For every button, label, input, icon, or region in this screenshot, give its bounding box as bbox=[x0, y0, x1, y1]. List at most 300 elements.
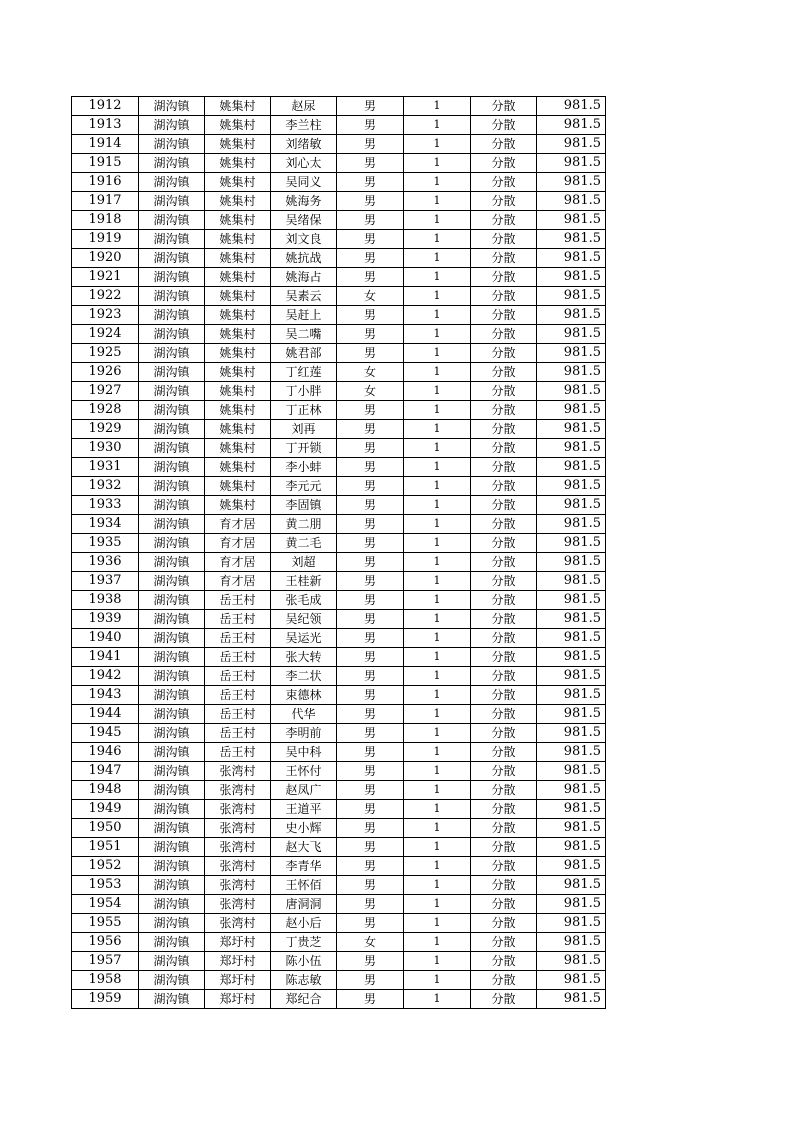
amount-cell: 981.5 bbox=[537, 952, 606, 971]
village-cell: 育才居 bbox=[205, 534, 271, 553]
count-cell: 1 bbox=[404, 534, 471, 553]
support-type-cell: 分散 bbox=[471, 344, 537, 363]
support-type-cell: 分散 bbox=[471, 610, 537, 629]
count-cell: 1 bbox=[404, 762, 471, 781]
name-cell: 王怀付 bbox=[271, 762, 337, 781]
village-cell: 姚集村 bbox=[205, 477, 271, 496]
name-cell: 姚海务 bbox=[271, 192, 337, 211]
row-number-cell: 1925 bbox=[72, 344, 139, 363]
support-type-cell: 分散 bbox=[471, 553, 537, 572]
amount-cell: 981.5 bbox=[537, 724, 606, 743]
table-row bbox=[72, 572, 606, 591]
town-cell: 湖沟镇 bbox=[139, 990, 205, 1009]
gender-cell: 女 bbox=[337, 363, 404, 382]
table-row bbox=[72, 914, 606, 933]
count-cell: 1 bbox=[404, 591, 471, 610]
gender-cell: 男 bbox=[337, 971, 404, 990]
town-cell: 湖沟镇 bbox=[139, 553, 205, 572]
town-cell: 湖沟镇 bbox=[139, 439, 205, 458]
amount-cell: 981.5 bbox=[537, 553, 606, 572]
table-row bbox=[72, 990, 606, 1009]
count-cell: 1 bbox=[404, 553, 471, 572]
count-cell: 1 bbox=[404, 800, 471, 819]
gender-cell: 男 bbox=[337, 116, 404, 135]
name-cell: 姚抗战 bbox=[271, 249, 337, 268]
amount-cell: 981.5 bbox=[537, 401, 606, 420]
amount-cell: 981.5 bbox=[537, 439, 606, 458]
gender-cell: 男 bbox=[337, 876, 404, 895]
town-cell: 湖沟镇 bbox=[139, 572, 205, 591]
name-cell: 吴同义 bbox=[271, 173, 337, 192]
amount-cell: 981.5 bbox=[537, 496, 606, 515]
name-cell: 黄二毛 bbox=[271, 534, 337, 553]
count-cell: 1 bbox=[404, 230, 471, 249]
town-cell: 湖沟镇 bbox=[139, 781, 205, 800]
support-type-cell: 分散 bbox=[471, 667, 537, 686]
support-type-cell: 分散 bbox=[471, 952, 537, 971]
gender-cell: 男 bbox=[337, 648, 404, 667]
support-type-cell: 分散 bbox=[471, 173, 537, 192]
village-cell: 张湾村 bbox=[205, 800, 271, 819]
support-type-cell: 分散 bbox=[471, 515, 537, 534]
row-number-cell: 1956 bbox=[72, 933, 139, 952]
support-type-cell: 分散 bbox=[471, 154, 537, 173]
name-cell: 赵尿 bbox=[271, 97, 337, 116]
table-row bbox=[72, 876, 606, 895]
gender-cell: 男 bbox=[337, 572, 404, 591]
village-cell: 岳王村 bbox=[205, 629, 271, 648]
table-body bbox=[72, 97, 606, 1009]
name-cell: 王怀佰 bbox=[271, 876, 337, 895]
row-number-cell: 1936 bbox=[72, 553, 139, 572]
table-row bbox=[72, 97, 606, 116]
support-type-cell: 分散 bbox=[471, 914, 537, 933]
amount-cell: 981.5 bbox=[537, 610, 606, 629]
name-cell: 丁红莲 bbox=[271, 363, 337, 382]
town-cell: 湖沟镇 bbox=[139, 192, 205, 211]
amount-cell: 981.5 bbox=[537, 838, 606, 857]
amount-cell: 981.5 bbox=[537, 230, 606, 249]
gender-cell: 女 bbox=[337, 287, 404, 306]
count-cell: 1 bbox=[404, 116, 471, 135]
table-row bbox=[72, 819, 606, 838]
support-type-cell: 分散 bbox=[471, 287, 537, 306]
town-cell: 湖沟镇 bbox=[139, 705, 205, 724]
data-table bbox=[71, 96, 606, 1009]
town-cell: 湖沟镇 bbox=[139, 762, 205, 781]
gender-cell: 男 bbox=[337, 591, 404, 610]
name-cell: 李固镇 bbox=[271, 496, 337, 515]
name-cell: 刘超 bbox=[271, 553, 337, 572]
village-cell: 郑圩村 bbox=[205, 933, 271, 952]
table-row bbox=[72, 116, 606, 135]
amount-cell: 981.5 bbox=[537, 895, 606, 914]
support-type-cell: 分散 bbox=[471, 819, 537, 838]
village-cell: 张湾村 bbox=[205, 762, 271, 781]
row-number-cell: 1947 bbox=[72, 762, 139, 781]
gender-cell: 男 bbox=[337, 192, 404, 211]
count-cell: 1 bbox=[404, 496, 471, 515]
amount-cell: 981.5 bbox=[537, 971, 606, 990]
gender-cell: 男 bbox=[337, 420, 404, 439]
town-cell: 湖沟镇 bbox=[139, 420, 205, 439]
name-cell: 刘再 bbox=[271, 420, 337, 439]
gender-cell: 男 bbox=[337, 724, 404, 743]
town-cell: 湖沟镇 bbox=[139, 933, 205, 952]
count-cell: 1 bbox=[404, 515, 471, 534]
support-type-cell: 分散 bbox=[471, 971, 537, 990]
gender-cell: 男 bbox=[337, 344, 404, 363]
support-type-cell: 分散 bbox=[471, 496, 537, 515]
amount-cell: 981.5 bbox=[537, 477, 606, 496]
table-row bbox=[72, 553, 606, 572]
village-cell: 姚集村 bbox=[205, 439, 271, 458]
village-cell: 育才居 bbox=[205, 515, 271, 534]
name-cell: 郑纪合 bbox=[271, 990, 337, 1009]
table-row bbox=[72, 895, 606, 914]
table-row bbox=[72, 838, 606, 857]
amount-cell: 981.5 bbox=[537, 800, 606, 819]
village-cell: 姚集村 bbox=[205, 344, 271, 363]
name-cell: 刘心太 bbox=[271, 154, 337, 173]
village-cell: 岳王村 bbox=[205, 610, 271, 629]
village-cell: 育才居 bbox=[205, 572, 271, 591]
town-cell: 湖沟镇 bbox=[139, 838, 205, 857]
count-cell: 1 bbox=[404, 971, 471, 990]
name-cell: 李二状 bbox=[271, 667, 337, 686]
support-type-cell: 分散 bbox=[471, 306, 537, 325]
table-row bbox=[72, 667, 606, 686]
name-cell: 王道平 bbox=[271, 800, 337, 819]
village-cell: 张湾村 bbox=[205, 857, 271, 876]
amount-cell: 981.5 bbox=[537, 249, 606, 268]
name-cell: 赵小后 bbox=[271, 914, 337, 933]
village-cell: 郑圩村 bbox=[205, 990, 271, 1009]
support-type-cell: 分散 bbox=[471, 895, 537, 914]
amount-cell: 981.5 bbox=[537, 268, 606, 287]
count-cell: 1 bbox=[404, 458, 471, 477]
name-cell: 丁开锁 bbox=[271, 439, 337, 458]
amount-cell: 981.5 bbox=[537, 914, 606, 933]
amount-cell: 981.5 bbox=[537, 325, 606, 344]
table-row bbox=[72, 724, 606, 743]
village-cell: 岳王村 bbox=[205, 686, 271, 705]
village-cell: 岳王村 bbox=[205, 591, 271, 610]
support-type-cell: 分散 bbox=[471, 648, 537, 667]
support-type-cell: 分散 bbox=[471, 211, 537, 230]
count-cell: 1 bbox=[404, 439, 471, 458]
count-cell: 1 bbox=[404, 838, 471, 857]
table-row bbox=[72, 154, 606, 173]
name-cell: 姚海占 bbox=[271, 268, 337, 287]
count-cell: 1 bbox=[404, 477, 471, 496]
row-number-cell: 1942 bbox=[72, 667, 139, 686]
support-type-cell: 分散 bbox=[471, 857, 537, 876]
town-cell: 湖沟镇 bbox=[139, 800, 205, 819]
row-number-cell: 1939 bbox=[72, 610, 139, 629]
row-number-cell: 1924 bbox=[72, 325, 139, 344]
gender-cell: 男 bbox=[337, 268, 404, 287]
gender-cell: 男 bbox=[337, 553, 404, 572]
name-cell: 丁小胖 bbox=[271, 382, 337, 401]
village-cell: 姚集村 bbox=[205, 211, 271, 230]
row-number-cell: 1926 bbox=[72, 363, 139, 382]
count-cell: 1 bbox=[404, 306, 471, 325]
support-type-cell: 分散 bbox=[471, 572, 537, 591]
amount-cell: 981.5 bbox=[537, 648, 606, 667]
name-cell: 李青华 bbox=[271, 857, 337, 876]
town-cell: 湖沟镇 bbox=[139, 173, 205, 192]
table-row bbox=[72, 211, 606, 230]
count-cell: 1 bbox=[404, 724, 471, 743]
village-cell: 岳王村 bbox=[205, 648, 271, 667]
village-cell: 姚集村 bbox=[205, 420, 271, 439]
name-cell: 张大转 bbox=[271, 648, 337, 667]
count-cell: 1 bbox=[404, 420, 471, 439]
count-cell: 1 bbox=[404, 933, 471, 952]
count-cell: 1 bbox=[404, 914, 471, 933]
amount-cell: 981.5 bbox=[537, 135, 606, 154]
amount-cell: 981.5 bbox=[537, 572, 606, 591]
amount-cell: 981.5 bbox=[537, 629, 606, 648]
amount-cell: 981.5 bbox=[537, 705, 606, 724]
village-cell: 姚集村 bbox=[205, 363, 271, 382]
town-cell: 湖沟镇 bbox=[139, 325, 205, 344]
count-cell: 1 bbox=[404, 287, 471, 306]
gender-cell: 男 bbox=[337, 458, 404, 477]
gender-cell: 男 bbox=[337, 800, 404, 819]
town-cell: 湖沟镇 bbox=[139, 952, 205, 971]
gender-cell: 男 bbox=[337, 211, 404, 230]
name-cell: 唐洞洞 bbox=[271, 895, 337, 914]
gender-cell: 男 bbox=[337, 325, 404, 344]
town-cell: 湖沟镇 bbox=[139, 971, 205, 990]
gender-cell: 男 bbox=[337, 819, 404, 838]
support-type-cell: 分散 bbox=[471, 591, 537, 610]
town-cell: 湖沟镇 bbox=[139, 629, 205, 648]
village-cell: 育才居 bbox=[205, 553, 271, 572]
count-cell: 1 bbox=[404, 990, 471, 1009]
count-cell: 1 bbox=[404, 572, 471, 591]
village-cell: 姚集村 bbox=[205, 173, 271, 192]
row-number-cell: 1913 bbox=[72, 116, 139, 135]
table-row bbox=[72, 534, 606, 553]
amount-cell: 981.5 bbox=[537, 857, 606, 876]
village-cell: 姚集村 bbox=[205, 496, 271, 515]
village-cell: 姚集村 bbox=[205, 382, 271, 401]
table-row bbox=[72, 477, 606, 496]
town-cell: 湖沟镇 bbox=[139, 534, 205, 553]
village-cell: 张湾村 bbox=[205, 895, 271, 914]
village-cell: 郑圩村 bbox=[205, 952, 271, 971]
support-type-cell: 分散 bbox=[471, 686, 537, 705]
table-row bbox=[72, 401, 606, 420]
table-row bbox=[72, 268, 606, 287]
gender-cell: 男 bbox=[337, 496, 404, 515]
gender-cell: 男 bbox=[337, 686, 404, 705]
name-cell: 吴运光 bbox=[271, 629, 337, 648]
count-cell: 1 bbox=[404, 610, 471, 629]
gender-cell: 男 bbox=[337, 515, 404, 534]
table-row bbox=[72, 591, 606, 610]
name-cell: 吴二嘴 bbox=[271, 325, 337, 344]
row-number-cell: 1943 bbox=[72, 686, 139, 705]
town-cell: 湖沟镇 bbox=[139, 268, 205, 287]
table-row bbox=[72, 344, 606, 363]
name-cell: 王桂新 bbox=[271, 572, 337, 591]
gender-cell: 男 bbox=[337, 249, 404, 268]
town-cell: 湖沟镇 bbox=[139, 97, 205, 116]
amount-cell: 981.5 bbox=[537, 591, 606, 610]
row-number-cell: 1957 bbox=[72, 952, 139, 971]
town-cell: 湖沟镇 bbox=[139, 876, 205, 895]
town-cell: 湖沟镇 bbox=[139, 135, 205, 154]
count-cell: 1 bbox=[404, 895, 471, 914]
gender-cell: 男 bbox=[337, 135, 404, 154]
gender-cell: 男 bbox=[337, 857, 404, 876]
village-cell: 姚集村 bbox=[205, 116, 271, 135]
table-row bbox=[72, 762, 606, 781]
row-number-cell: 1912 bbox=[72, 97, 139, 116]
village-cell: 姚集村 bbox=[205, 458, 271, 477]
count-cell: 1 bbox=[404, 325, 471, 344]
village-cell: 岳王村 bbox=[205, 705, 271, 724]
row-number-cell: 1917 bbox=[72, 192, 139, 211]
support-type-cell: 分散 bbox=[471, 325, 537, 344]
amount-cell: 981.5 bbox=[537, 876, 606, 895]
amount-cell: 981.5 bbox=[537, 287, 606, 306]
support-type-cell: 分散 bbox=[471, 135, 537, 154]
row-number-cell: 1953 bbox=[72, 876, 139, 895]
gender-cell: 男 bbox=[337, 230, 404, 249]
row-number-cell: 1938 bbox=[72, 591, 139, 610]
support-type-cell: 分散 bbox=[471, 762, 537, 781]
village-cell: 姚集村 bbox=[205, 192, 271, 211]
village-cell: 张湾村 bbox=[205, 876, 271, 895]
town-cell: 湖沟镇 bbox=[139, 743, 205, 762]
table-row bbox=[72, 857, 606, 876]
support-type-cell: 分散 bbox=[471, 268, 537, 287]
amount-cell: 981.5 bbox=[537, 116, 606, 135]
name-cell: 史小辉 bbox=[271, 819, 337, 838]
town-cell: 湖沟镇 bbox=[139, 496, 205, 515]
row-number-cell: 1946 bbox=[72, 743, 139, 762]
support-type-cell: 分散 bbox=[471, 230, 537, 249]
row-number-cell: 1916 bbox=[72, 173, 139, 192]
gender-cell: 男 bbox=[337, 477, 404, 496]
amount-cell: 981.5 bbox=[537, 743, 606, 762]
table-row bbox=[72, 743, 606, 762]
amount-cell: 981.5 bbox=[537, 344, 606, 363]
support-type-cell: 分散 bbox=[471, 933, 537, 952]
count-cell: 1 bbox=[404, 857, 471, 876]
town-cell: 湖沟镇 bbox=[139, 515, 205, 534]
village-cell: 张湾村 bbox=[205, 838, 271, 857]
name-cell: 赵凤广 bbox=[271, 781, 337, 800]
name-cell: 丁正林 bbox=[271, 401, 337, 420]
row-number-cell: 1915 bbox=[72, 154, 139, 173]
count-cell: 1 bbox=[404, 952, 471, 971]
support-type-cell: 分散 bbox=[471, 458, 537, 477]
count-cell: 1 bbox=[404, 173, 471, 192]
count-cell: 1 bbox=[404, 629, 471, 648]
row-number-cell: 1948 bbox=[72, 781, 139, 800]
row-number-cell: 1931 bbox=[72, 458, 139, 477]
table-row bbox=[72, 249, 606, 268]
village-cell: 张湾村 bbox=[205, 781, 271, 800]
row-number-cell: 1935 bbox=[72, 534, 139, 553]
row-number-cell: 1940 bbox=[72, 629, 139, 648]
support-type-cell: 分散 bbox=[471, 705, 537, 724]
amount-cell: 981.5 bbox=[537, 192, 606, 211]
table-row bbox=[72, 458, 606, 477]
count-cell: 1 bbox=[404, 135, 471, 154]
name-cell: 李兰柱 bbox=[271, 116, 337, 135]
row-number-cell: 1922 bbox=[72, 287, 139, 306]
amount-cell: 981.5 bbox=[537, 97, 606, 116]
name-cell: 姚君部 bbox=[271, 344, 337, 363]
town-cell: 湖沟镇 bbox=[139, 667, 205, 686]
gender-cell: 男 bbox=[337, 838, 404, 857]
support-type-cell: 分散 bbox=[471, 800, 537, 819]
town-cell: 湖沟镇 bbox=[139, 914, 205, 933]
gender-cell: 男 bbox=[337, 439, 404, 458]
gender-cell: 男 bbox=[337, 610, 404, 629]
table-row bbox=[72, 933, 606, 952]
village-cell: 姚集村 bbox=[205, 154, 271, 173]
table-row bbox=[72, 952, 606, 971]
gender-cell: 男 bbox=[337, 534, 404, 553]
gender-cell: 男 bbox=[337, 781, 404, 800]
count-cell: 1 bbox=[404, 363, 471, 382]
gender-cell: 男 bbox=[337, 306, 404, 325]
table-row bbox=[72, 648, 606, 667]
name-cell: 陈小伍 bbox=[271, 952, 337, 971]
amount-cell: 981.5 bbox=[537, 781, 606, 800]
row-number-cell: 1944 bbox=[72, 705, 139, 724]
town-cell: 湖沟镇 bbox=[139, 382, 205, 401]
village-cell: 姚集村 bbox=[205, 287, 271, 306]
support-type-cell: 分散 bbox=[471, 629, 537, 648]
village-cell: 岳王村 bbox=[205, 743, 271, 762]
row-number-cell: 1950 bbox=[72, 819, 139, 838]
amount-cell: 981.5 bbox=[537, 515, 606, 534]
amount-cell: 981.5 bbox=[537, 420, 606, 439]
count-cell: 1 bbox=[404, 401, 471, 420]
table-row bbox=[72, 686, 606, 705]
town-cell: 湖沟镇 bbox=[139, 116, 205, 135]
row-number-cell: 1959 bbox=[72, 990, 139, 1009]
name-cell: 束德林 bbox=[271, 686, 337, 705]
village-cell: 姚集村 bbox=[205, 268, 271, 287]
village-cell: 郑圩村 bbox=[205, 971, 271, 990]
count-cell: 1 bbox=[404, 249, 471, 268]
support-type-cell: 分散 bbox=[471, 990, 537, 1009]
support-type-cell: 分散 bbox=[471, 724, 537, 743]
amount-cell: 981.5 bbox=[537, 306, 606, 325]
gender-cell: 男 bbox=[337, 762, 404, 781]
support-type-cell: 分散 bbox=[471, 97, 537, 116]
row-number-cell: 1919 bbox=[72, 230, 139, 249]
table-row bbox=[72, 287, 606, 306]
gender-cell: 女 bbox=[337, 382, 404, 401]
count-cell: 1 bbox=[404, 686, 471, 705]
count-cell: 1 bbox=[404, 819, 471, 838]
table-row bbox=[72, 306, 606, 325]
row-number-cell: 1918 bbox=[72, 211, 139, 230]
row-number-cell: 1920 bbox=[72, 249, 139, 268]
count-cell: 1 bbox=[404, 705, 471, 724]
